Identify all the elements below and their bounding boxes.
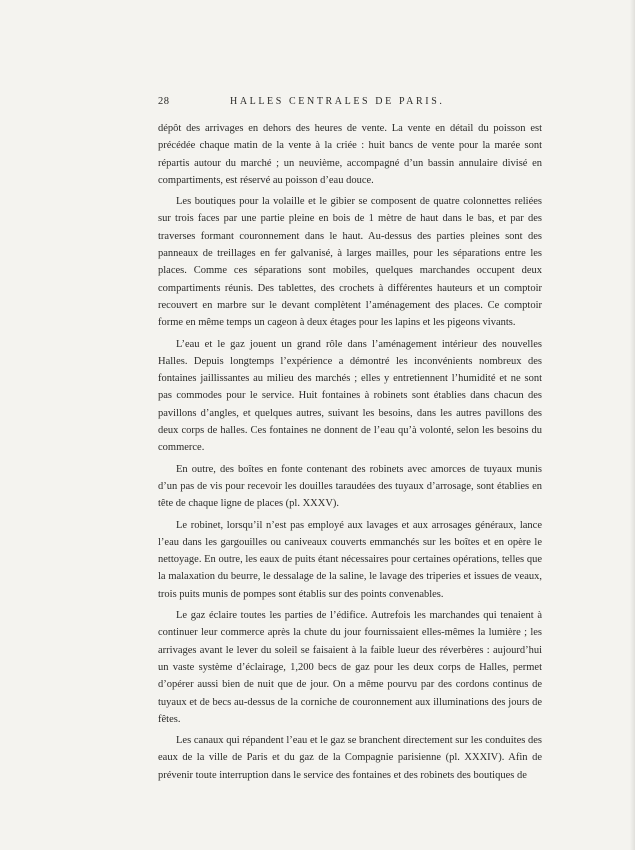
paragraph-4: En outre, des boîtes en fonte contenant des robinets avec amorces de tuyaux munis d’un pas de vis pour recevoir les douilles taraudées des tuyaux d’arrosage, sont établies en tête de chaque ligne de places (pl. XXXV). bbox=[158, 463, 542, 510]
page-number: 28 bbox=[158, 96, 170, 107]
paragraph-2: Les boutiques pour la volaille et le gibier se composent de quatre colonnettes reliées sur trois faces par une partie pleine en bois de 1 mètre de haut dans le bas, et par des traverses formant couronnement dans le haut. Au-dessus des parties pleines sont des panneaux de treillages en fer galvanisé, à larges mailles, pour les séparations entre les places. Comme ces séparations sont mobiles, quelques marchandes occupent deux compartiments réunis. Des tablettes, des crochets à différentes hauteurs et un comptoir recouvert en marbre sur le devant complètent l’aménagement des places. Ce comptoir forme en même temps un cageon à deux étages pour les lapins et les pigeons vivants. bbox=[158, 196, 542, 329]
running-title: HALLES CENTRALES DE PARIS. bbox=[230, 96, 445, 107]
page-edge-shadow bbox=[630, 0, 635, 850]
paragraph-7: Les canaux qui répandent l’eau et le gaz se branchent directement sur les conduites des eaux de la ville de Paris et du gaz de la Compagnie parisienne (pl. XXXIV). Afin de prévenir toute interruption dans le service des fontaines et des robinets des boutiques de bbox=[158, 735, 542, 781]
body-text bbox=[158, 120, 542, 788]
paragraph-6: Le gaz éclaire toutes les parties de l’édifice. Autrefois les marchandes qui tenaient à continuer leur commerce après la chute du jour fournissaient elles-mêmes la lumière ; les arrivages avant le lever du soleil se faisaient à la faible lueur des réverbères : aujourd’hui un vaste système d’éclairage, 1,200 becs de gaz pour les deux corps de Halles, permet d’opérer aussi bien de nuit que de jour. On a même pourvu par des cordons continus de tuyaux et de becs au-dessus de la corniche de couronnement aux illuminations des jours de fêtes. bbox=[158, 610, 542, 725]
paragraph-1: dépôt des arrivages en dehors des heures de vente. La vente en détail du poisson est précédée chaque matin de la vente à la criée : huit bancs de vente pour la marée sont répartis autour du marché ; un neuvième, accompagné d’un bassin annulaire divisé en compartiments, est réservé au poisson d’eau douce. bbox=[158, 123, 542, 186]
paragraph-3: L’eau et le gaz jouent un grand rôle dans l’aménagement intérieur des nouvelles Halles. Depuis longtemps l’expérience a démontré les inconvénients nombreux des fontaines jaillissantes au milieu des marchés ; elles y entretiennent l’humidité et ne sont pas commodes pour le service. Huit fontaines à robinets sont établies dans chacun des pavillons d’angles, et quelques autres, suivant les besoins, dans les autres pavillons des deux corps de halles. Ces fontaines ne donnent de l’eau qu’à volonté, selon les besoins du commerce. bbox=[158, 338, 542, 454]
paragraph-5: Le robinet, lorsqu’il n’est pas employé aux lavages et aux arrosages généraux, lance l’eau dans les gargouilles ou caniveaux couverts emmanchés sur les boîtes et en opère le nettoyage. En outre, les eaux de puits étant nécessaires pour certaines opérations, telles que la malaxation du beurre, le dessalage de la saline, le lavage des triperies et issues de veaux, trois puits munis de pompes sont établis sur des points convenables. bbox=[158, 519, 542, 600]
